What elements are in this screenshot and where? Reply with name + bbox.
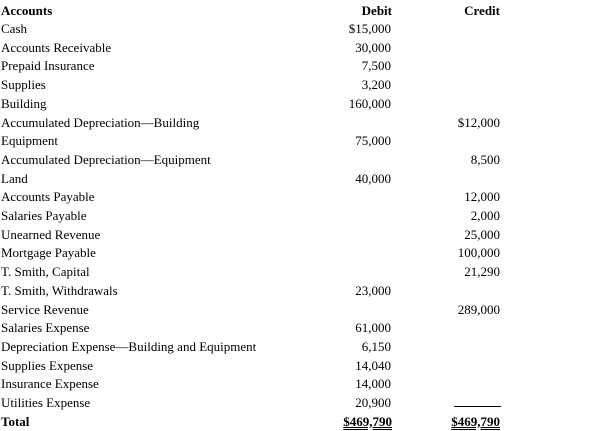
debit-value: 40,000: [355, 170, 391, 186]
credit-value: 2,000: [470, 208, 500, 223]
account-name: Supplies: [1, 77, 46, 93]
table-row: [0, 375, 600, 394]
debit-header: Debit: [361, 3, 392, 18]
account-name: Insurance Expense: [1, 376, 99, 392]
account-name: Accounts Receivable: [1, 39, 112, 55]
account-name: Mortgage Payable: [1, 245, 96, 261]
account-name: Service Revenue: [1, 301, 89, 317]
account-name: Unearned Revenue: [1, 226, 101, 242]
debit-value: 75,000: [355, 133, 391, 149]
account-name: Depreciation Expense—Building and Equipment: [1, 338, 257, 354]
table-row: [0, 132, 600, 151]
table-row: [0, 263, 600, 282]
debit-value: 14,000: [355, 376, 391, 392]
account-name: Land: [1, 170, 28, 186]
debit-value: 7,500: [361, 58, 391, 74]
table-row: [0, 207, 600, 226]
accounts-header: Accounts: [1, 3, 53, 18]
total-credit: $469,790: [451, 413, 500, 429]
account-name: Prepaid Insurance: [1, 58, 95, 74]
table-row: [0, 39, 600, 58]
account-name: T. Smith, Capital: [1, 264, 90, 280]
table-row: [0, 338, 600, 357]
account-name: Cash: [1, 21, 27, 36]
debit-value: 23,000: [355, 282, 391, 298]
total-row: [0, 413, 600, 431]
credit-value: 25,000: [464, 226, 500, 242]
table-row: [0, 301, 600, 320]
table-row: [0, 394, 600, 413]
table-row: [0, 76, 600, 95]
credit-header: Credit: [464, 3, 500, 18]
table-row: [0, 170, 600, 189]
account-name: Supplies Expense: [1, 357, 94, 373]
credit-value: 21,290: [464, 264, 500, 280]
table-row: [0, 20, 600, 39]
account-name: Accumulated Depreciation—Equipment: [1, 151, 211, 167]
credit-value: 12,000: [464, 189, 500, 205]
account-name: Accumulated Depreciation—Building: [1, 114, 200, 130]
debit-value: 14,040: [355, 357, 391, 373]
debit-value: 3,200: [361, 77, 391, 93]
header-row: [0, 2, 600, 21]
table-row: [0, 319, 600, 338]
table-row: [0, 95, 600, 114]
debit-value: $15,000: [348, 21, 391, 36]
credit-underline: [454, 406, 501, 407]
account-name: Salaries Payable: [1, 208, 87, 223]
table-row: [0, 357, 600, 376]
debit-value: 20,900: [355, 395, 391, 410]
credit-value: 8,500: [470, 151, 500, 167]
credit-value: 289,000: [457, 301, 500, 317]
table-row: [0, 282, 600, 301]
account-name: Utilities Expense: [1, 395, 91, 410]
credit-value: $12,000: [457, 114, 500, 130]
table-row: [0, 244, 600, 263]
total-debit: $469,790: [343, 413, 392, 429]
debit-value: 6,150: [361, 338, 391, 354]
table-row: [0, 57, 600, 76]
account-name: Salaries Expense: [1, 320, 90, 336]
table-row: [0, 114, 600, 133]
debit-value: 61,000: [355, 320, 391, 336]
account-name: Equipment: [1, 133, 59, 149]
account-name: Building: [1, 95, 47, 111]
account-name: T. Smith, Withdrawals: [1, 282, 118, 298]
debit-value: 160,000: [348, 95, 391, 111]
total-label: Total: [1, 413, 30, 429]
table-row: [0, 188, 600, 207]
credit-value: 100,000: [457, 245, 500, 261]
table-row: [0, 226, 600, 245]
table-row: [0, 151, 600, 170]
account-name: Accounts Payable: [1, 189, 95, 205]
debit-value: 30,000: [355, 39, 391, 55]
